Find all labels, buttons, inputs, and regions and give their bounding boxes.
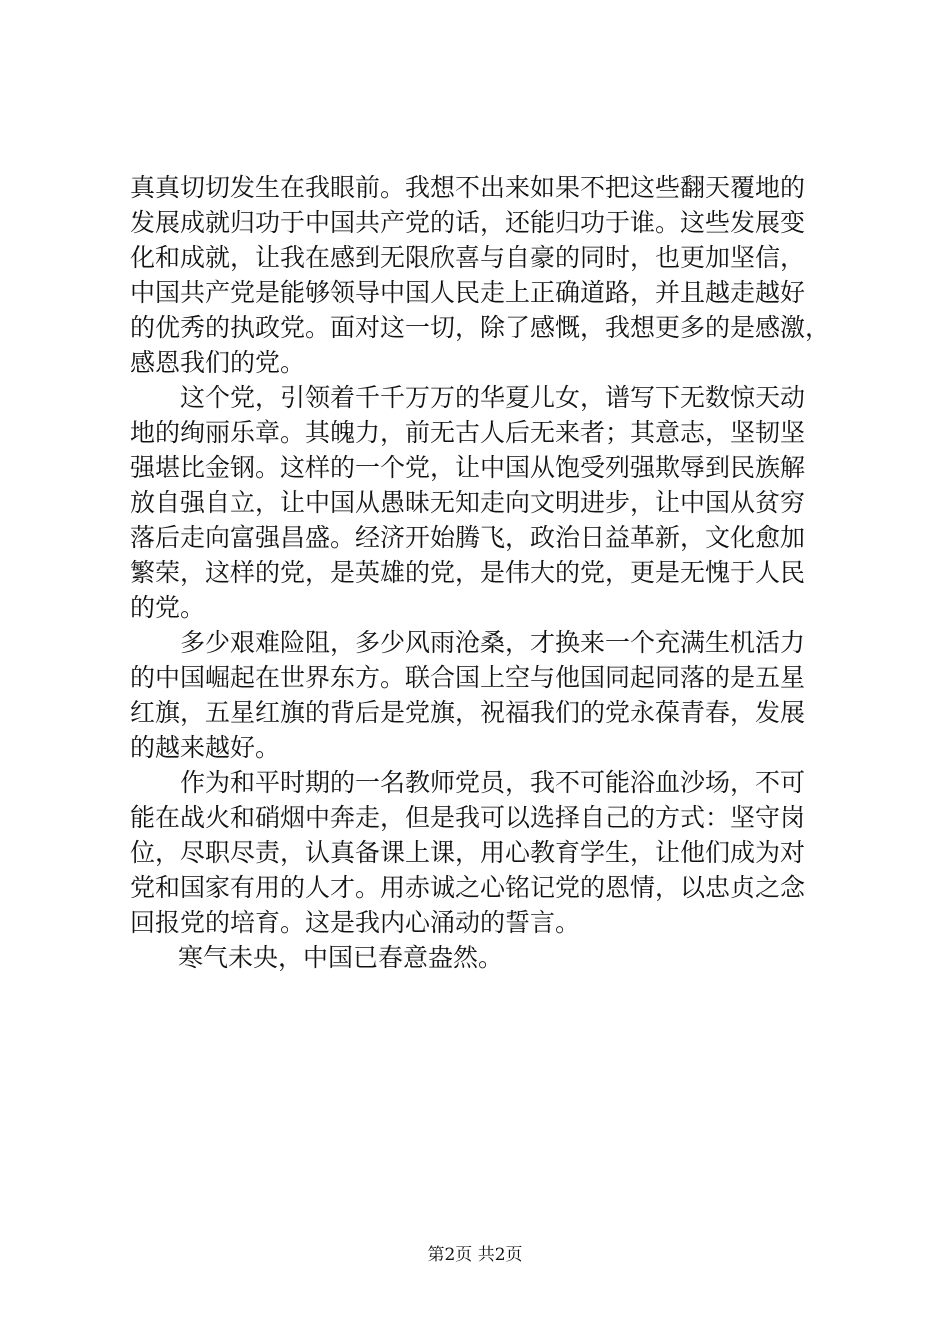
text-line: 的党。 xyxy=(130,593,206,622)
text-line: 作为和平时期的一名教师党员，我不可能浴血沙场，不可 xyxy=(180,768,806,797)
text-line: 放自强自立，让中国从愚昧无知走向文明进步，让中国从贫穷 xyxy=(130,488,806,517)
text-line: 强堪比金钢。这样的一个党，让中国从饱受列强欺辱到民族解 xyxy=(130,453,806,482)
text-line: 能在战火和硝烟中奔走，但是我可以选择自己的方式：坚守岗 xyxy=(130,803,806,832)
paragraph-closing xyxy=(130,940,820,975)
text-line: 党和国家有用的人才。用赤诚之心铭记党的恩情，以忠贞之念 xyxy=(130,873,806,902)
text-line: 发展成就归功于中国共产党的话，还能归功于谁。这些发展变 xyxy=(130,208,806,237)
paragraph-party-leadership xyxy=(130,380,820,625)
paragraph-hardships xyxy=(130,625,820,765)
text-line: 真真切切发生在我眼前。我想不出来如果不把这些翻天覆地的 xyxy=(130,173,806,202)
text-line: 的中国崛起在世界东方。联合国上空与他国同起同落的是五星 xyxy=(130,663,806,692)
text-line: 的越来越好。 xyxy=(130,733,281,762)
paragraph-teacher-pledge xyxy=(130,765,820,940)
text-line: 繁荣，这样的党，是英雄的党，是伟大的党，更是无愧于人民 xyxy=(130,558,806,587)
text-line: 落后走向富强昌盛。经济开始腾飞，政治日益革新，文化愈加 xyxy=(130,523,806,552)
page-number: 第2页 共2页 xyxy=(427,1245,523,1265)
text-line: 感恩我们的党。 xyxy=(130,348,306,377)
document-body xyxy=(130,170,831,975)
text-line: 回报党的培育。这是我内心涌动的誓言。 xyxy=(130,908,581,937)
text-line: 这个党，引领着千千万万的华夏儿女，谱写下无数惊天动 xyxy=(180,383,806,412)
text-line: 多少艰难险阻，多少风雨沧桑，才换来一个充满生机活力 xyxy=(180,628,806,657)
text-line: 地的绚丽乐章。其魄力，前无古人后无来者；其意志，坚韧坚 xyxy=(130,418,806,447)
text-line: 中国共产党是能够领导中国人民走上正确道路，并且越走越好 xyxy=(130,278,806,307)
text-line: 寒气未央，中国已春意盎然。 xyxy=(178,943,504,972)
page-footer xyxy=(0,1243,950,1267)
text-line: 红旗，五星红旗的背后是党旗，祝福我们的党永葆青春，发展 xyxy=(130,698,806,727)
text-line: 位，尽职尽责，认真备课上课，用心教育学生，让他们成为对 xyxy=(130,838,806,867)
text-line: 化和成就，让我在感到无限欣喜与自豪的同时，也更加坚信， xyxy=(130,243,806,272)
text-line: 的优秀的执政党。面对这一切，除了感慨，我想更多的是感激， xyxy=(130,313,831,342)
paragraph-continuation xyxy=(130,170,831,380)
